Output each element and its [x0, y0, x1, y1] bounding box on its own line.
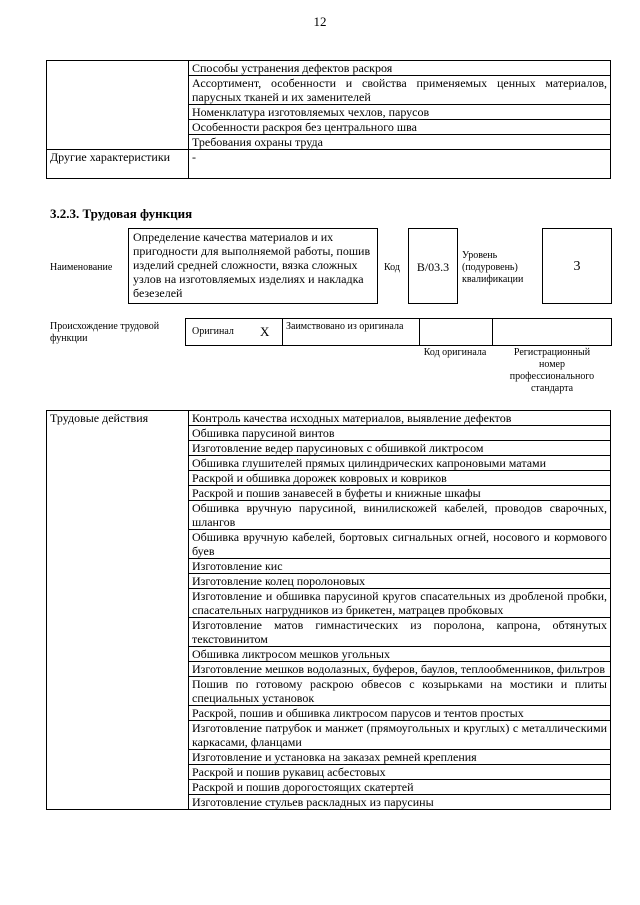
labor-action-item: Изготовление стульев раскладных из парусины — [189, 795, 611, 810]
labor-actions-table — [46, 410, 611, 810]
code-box — [408, 228, 458, 304]
table-row — [47, 411, 611, 426]
divider — [282, 319, 283, 345]
table-cell: Ассортимент, особенности и свойства применяемых ценных материалов, парусных тканей и их заменителей — [189, 76, 611, 105]
level-label: Уровень (подуровень) квалификации — [462, 250, 524, 285]
other-characteristics-value: - — [189, 150, 611, 179]
level-box — [542, 228, 612, 304]
labor-action-item: Обшивка ликтросом мешков угольных — [189, 647, 611, 662]
function-name-box — [128, 228, 378, 304]
code-label: Код — [384, 262, 400, 273]
labor-actions-label: Трудовые действия — [47, 411, 189, 810]
labor-action-item: Раскрой и обшивка дорожек ковровых и ковриков — [189, 471, 611, 486]
labor-action-item: Контроль качества исходных материалов, выявление дефектов — [189, 411, 611, 426]
original-mark: X — [260, 324, 270, 339]
table-row — [47, 150, 611, 179]
labor-action-item: Изготовление ведер парусиновых с обшивкой ликтросом — [189, 441, 611, 456]
labor-action-item: Обшивка вручную кабелей, бортовых сигнальных огней, носового и кормового буев — [189, 530, 611, 559]
reg-number-caption: Регистрационный номер профессионального стандарта — [509, 347, 595, 394]
table-cell: Способы устранения дефектов раскроя — [189, 61, 611, 76]
divider — [419, 319, 420, 345]
level-value: 3 — [573, 259, 581, 274]
borrowed-label: Заимствовано из оригинала — [286, 321, 404, 332]
page-number: 12 — [313, 14, 327, 29]
labor-action-item: Раскрой и пошив дорогостоящих скатертей — [189, 780, 611, 795]
table-cell: Требования охраны труда — [189, 135, 611, 150]
table-cell-empty — [47, 61, 189, 150]
table-cell: Особенности раскроя без центрального шва — [189, 120, 611, 135]
section-heading: 3.2.3. Трудовая функция — [50, 206, 193, 221]
labor-action-item: Раскрой и пошив занавесей в буфеты и книжные шкафы — [189, 486, 611, 501]
table-cell: Номенклатура изготовляемых чехлов, парусов — [189, 105, 611, 120]
origin-label: Происхождение трудовой функции — [50, 321, 160, 344]
labor-action-item: Изготовление кис — [189, 559, 611, 574]
labor-action-item: Изготовление колец поролоновых — [189, 574, 611, 589]
table-row — [47, 61, 611, 76]
labor-action-item: Изготовление патрубок и манжет (прямоугольных и круглых) с металлическими каркасами, фланцами — [189, 721, 611, 750]
labor-action-item: Обшивка вручную парусиной, винилискожей кабелей, проводов сварочных, шлангов — [189, 501, 611, 530]
code-original-caption: Код оригинала — [423, 347, 487, 358]
labor-action-item: Обшивка глушителей прямых цилиндрических капроновыми матами — [189, 456, 611, 471]
knowledge-table — [46, 60, 611, 179]
labor-action-item: Изготовление и установка на заказах ремней крепления — [189, 750, 611, 765]
name-label: Наименование — [50, 262, 113, 273]
labor-action-item: Раскрой и пошив рукавиц асбестовых — [189, 765, 611, 780]
code-value: В/03.3 — [416, 260, 450, 274]
divider — [492, 319, 493, 345]
labor-action-item: Обшивка парусиной винтов — [189, 426, 611, 441]
origin-box — [185, 318, 612, 346]
function-name-value: Определение качества материалов и их пригодности для выполняемой работы, пошив изделий средней сложности, вязка сложных узлов на изготовляемых изделиях и накладка безезелей — [133, 230, 371, 300]
labor-action-item: Пошив по готовому раскрою обвесов с козырьками на мостики и плиты специальных установок — [189, 677, 611, 706]
labor-action-item: Изготовление и обшивка парусиной кругов спасательных из дробленой пробки, спасательных нагрудников из брикетен, матрацев пробковых — [189, 589, 611, 618]
labor-action-item: Изготовление матов гимнастических из поролона, капрона, обтянутых текстовинитом — [189, 618, 611, 647]
labor-action-item: Изготовление мешков водолазных, буферов, баулов, теплообменников, фильтров — [189, 662, 611, 677]
labor-action-item: Раскрой, пошив и обшивка ликтросом парусов и тентов простых — [189, 706, 611, 721]
original-label: Оригинал — [192, 326, 234, 337]
other-characteristics-label: Другие характеристики — [47, 150, 189, 179]
